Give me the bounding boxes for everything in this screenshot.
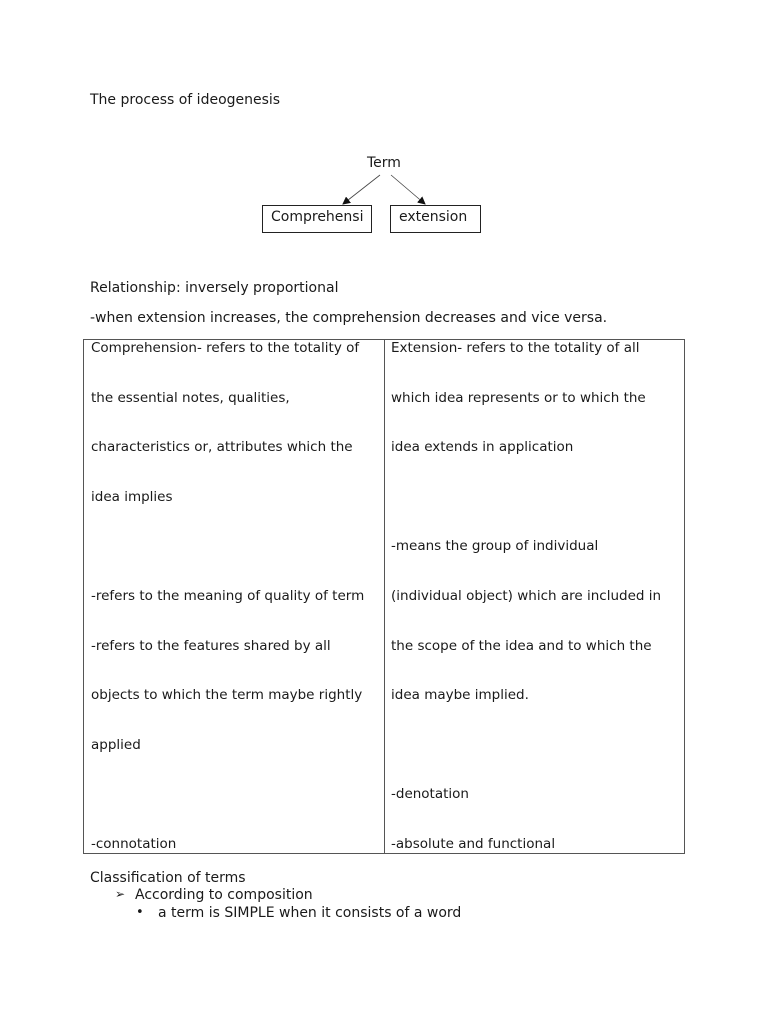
relationship-note: -when extension increases, the comprehension decreases and vice versa. (90, 310, 608, 326)
diagram-extension-box: extension (390, 205, 481, 233)
right-cell-line: idea maybe implied. (391, 687, 529, 703)
arrow-to-comprehension (343, 175, 380, 204)
right-cell-line: (individual object) which are included in (391, 588, 662, 604)
relationship-statement: Relationship: inversely proportional (90, 280, 339, 296)
comprehension-extension-table (83, 339, 685, 854)
left-cell-line: the essential notes, qualities, (91, 390, 290, 406)
right-cell-line: -denotation (391, 786, 469, 802)
left-cell-line: objects to which the term maybe rightly (91, 687, 363, 703)
arrow-to-extension (391, 175, 425, 204)
left-cell-line: -refers to the features shared by all (91, 638, 331, 654)
list-item-level1: According to composition (135, 887, 313, 903)
right-cell-line: which idea represents or to which the (391, 390, 646, 406)
diagram-comprehension-box: Comprehensi (262, 205, 372, 233)
right-cell-line: -absolute and functional (391, 836, 556, 852)
right-cell-line: Extension- refers to the totality of all (391, 340, 640, 356)
left-cell-line: -connotation (91, 836, 177, 852)
document-title: The process of ideogenesis (90, 92, 281, 108)
left-cell-line: -refers to the meaning of quality of term (91, 588, 365, 604)
right-cell-line: -means the group of individual (391, 538, 599, 554)
right-cell-line: the scope of the idea and to which the (391, 638, 652, 654)
dot-bullet-icon: • (136, 905, 144, 920)
left-cell-line: Comprehension- refers to the totality of (91, 340, 360, 356)
table-column-divider (384, 340, 385, 853)
left-cell-line: characteristics or, attributes which the (91, 439, 353, 455)
classification-heading: Classification of terms (90, 870, 246, 886)
left-cell-line: idea implies (91, 489, 173, 505)
left-cell-line: applied (91, 737, 141, 753)
arrow-bullet-icon: ➢ (115, 887, 126, 901)
diagram-term-label: Term (367, 155, 401, 171)
term-diagram-arrows (0, 0, 768, 260)
right-cell-line: idea extends in application (391, 439, 574, 455)
list-item-level2: a term is SIMPLE when it consists of a word (158, 905, 462, 921)
